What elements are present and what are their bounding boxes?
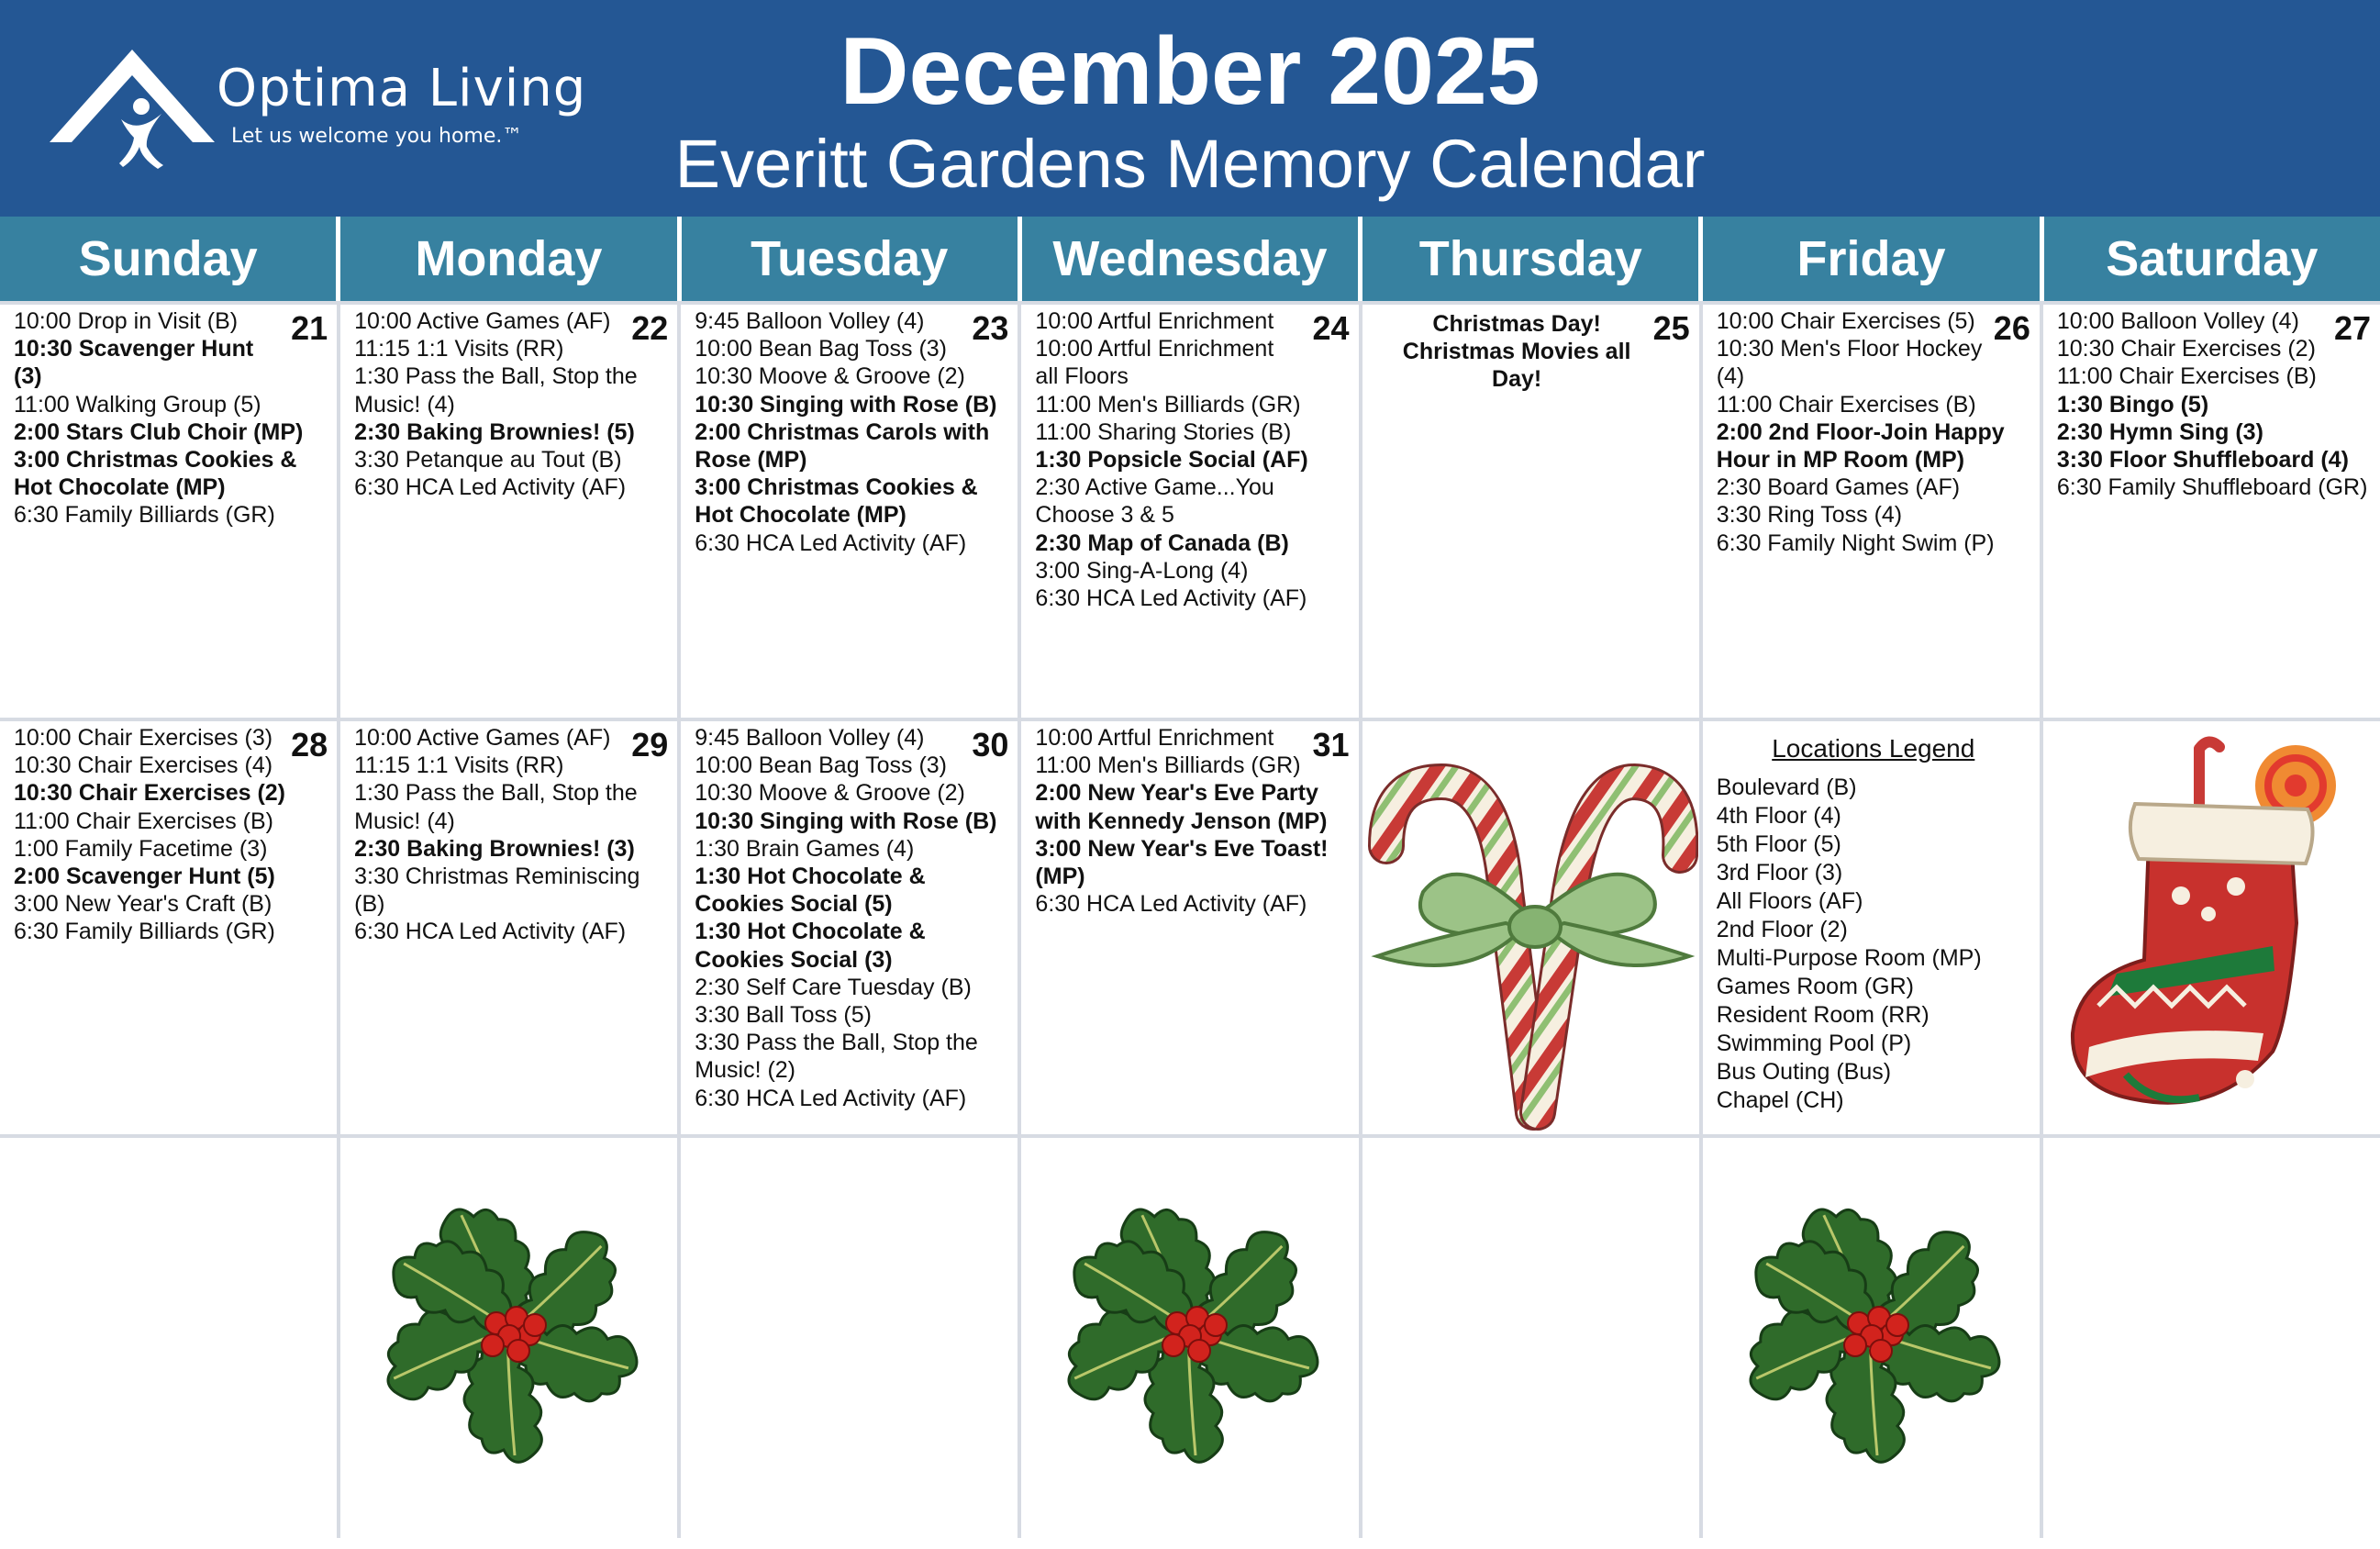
day-cell-31 <box>1021 721 1358 1134</box>
event-item: 9:45 Balloon Volley (4) <box>695 308 925 334</box>
event-item: 11:00 Chair Exercises (B) <box>1716 391 1976 418</box>
legend-item: Boulevard (B) <box>1716 774 1857 800</box>
event-item: 10:30 Moove & Groove (2) <box>695 780 965 807</box>
weekday-wednesday: Wednesday <box>1022 217 1358 301</box>
legend-item: 3rd Floor (3) <box>1716 860 1843 886</box>
legend-item: 5th Floor (5) <box>1716 831 1841 857</box>
weekday-header-row <box>0 217 2380 301</box>
event-item: 3:30 Ball Toss (5) <box>695 1002 872 1029</box>
event-item: 2:30 Hymn Sing (3) <box>2056 418 2263 445</box>
day-cell-25 <box>1362 305 1699 718</box>
event-item: 3:00 New Year's Craft (B) <box>14 891 272 918</box>
legend-item: Bus Outing (Bus) <box>1716 1059 1892 1085</box>
holly-icon <box>1025 1184 1355 1468</box>
event-item: 10:00 Active Games (AF) <box>354 725 611 751</box>
date-number: 23 <box>972 309 1009 347</box>
event-item: 2:00 New Year's Eve Party with Kennedy Jenson (MP) <box>1035 780 1328 834</box>
event-item: 10:30 Singing with Rose (B) <box>695 808 997 834</box>
event-item: 1:30 Brain Games (4) <box>695 835 915 862</box>
date-number: 27 <box>2333 309 2371 347</box>
day-cell-30 <box>681 721 1018 1134</box>
legend-item: Games Room (GR) <box>1716 974 1915 999</box>
weekday-monday: Monday <box>340 217 676 301</box>
weekday-friday: Friday <box>1703 217 2039 301</box>
event-item: 10:00 Bean Bag Toss (3) <box>695 752 948 779</box>
holly-icon <box>344 1184 674 1468</box>
day-cell-27 <box>2043 305 2380 718</box>
event-item: 6:30 HCA Led Activity (AF) <box>354 919 627 945</box>
calendar-header <box>0 0 2380 217</box>
event-item: 2:30 Active Game...You Choose 3 & 5 <box>1035 474 1281 529</box>
date-number: 22 <box>631 309 669 347</box>
event-item: 3:30 Floor Shuffleboard (4) <box>2056 447 2349 474</box>
locations-legend-cell <box>1703 721 2040 1134</box>
legend-item: 4th Floor (4) <box>1716 803 1841 829</box>
event-item: 3:00 Christmas Cookies & Hot Chocolate (MP) <box>695 474 984 529</box>
event-item: 10:00 Chair Exercises (5) <box>1716 308 1975 334</box>
calendar-grid <box>0 301 2380 1538</box>
date-number: 21 <box>291 309 328 347</box>
logo-tagline: Let us welcome you home.™ <box>231 125 523 148</box>
event-list <box>14 307 331 529</box>
date-number: 28 <box>291 726 328 763</box>
event-item: 2:00 Stars Club Choir (MP) <box>14 418 304 445</box>
event-list <box>1717 307 2034 557</box>
event-item: 1:30 Hot Chocolate & Cookies Social (3) <box>695 919 932 973</box>
date-number: 29 <box>631 726 669 763</box>
event-item: 9:45 Balloon Volley (4) <box>695 725 925 751</box>
event-item: 3:30 Pass the Ball, Stop the Music! (2) <box>695 1030 984 1084</box>
event-item: 1:30 Pass the Ball, Stop the Music! (4) <box>354 780 644 834</box>
event-list <box>1035 307 1352 612</box>
event-item: 2:30 Map of Canada (B) <box>1035 529 1289 556</box>
legend-item: All Floors (AF) <box>1716 888 1863 914</box>
logo-name: Optima Living <box>217 59 587 118</box>
event-item: 2:30 Baking Brownies! (5) <box>354 418 635 445</box>
event-item: 10:30 Men's Floor Hockey (4) <box>1716 336 1989 390</box>
event-list <box>695 724 1012 1112</box>
date-number: 31 <box>1312 726 1350 763</box>
day-cell-23 <box>681 305 1018 718</box>
legend-title: Locations Legend <box>1772 734 1975 763</box>
holly-cell <box>1703 1138 2040 1549</box>
event-item: 3:00 New Year's Eve Toast! (MP) <box>1035 835 1335 890</box>
christmas-day-note: Christmas Day! Christmas Movies all Day! <box>1402 311 1631 392</box>
legend-item: Resident Room (RR) <box>1716 1002 1930 1028</box>
event-item: 3:00 Christmas Cookies & Hot Chocolate (MP) <box>14 447 304 501</box>
holly-cell <box>340 1138 677 1549</box>
event-list <box>695 307 1012 557</box>
event-item: 2:30 Board Games (AF) <box>1716 474 1961 501</box>
candy-cane-cell <box>1362 721 1699 1134</box>
empty-cell <box>2043 1138 2380 1549</box>
event-item: 6:30 HCA Led Activity (AF) <box>695 529 967 556</box>
event-item: 11:00 Men's Billiards (GR) <box>1035 391 1301 418</box>
event-item: 10:00 Balloon Volley (4) <box>2056 308 2299 334</box>
holly-icon <box>1707 1184 2037 1468</box>
event-list <box>354 724 672 946</box>
event-item: 11:15 1:1 Visits (RR) <box>354 752 564 779</box>
date-number: 30 <box>972 726 1009 763</box>
stocking-icon <box>2062 730 2355 1125</box>
event-item: 1:30 Hot Chocolate & Cookies Social (5) <box>695 864 932 918</box>
day-cell-21 <box>0 305 337 718</box>
weekday-saturday: Saturday <box>2044 217 2380 301</box>
event-item: 1:30 Bingo (5) <box>2056 391 2209 418</box>
day-cell-26 <box>1703 305 2040 718</box>
legend-item: 2nd Floor (2) <box>1716 917 1848 942</box>
event-item: 6:30 Family Billiards (GR) <box>14 502 275 529</box>
event-item: 2:00 Scavenger Hunt (5) <box>14 864 275 890</box>
event-item: 6:30 Family Shuffleboard (GR) <box>2056 474 2368 501</box>
event-item: 10:30 Singing with Rose (B) <box>695 391 997 418</box>
event-item: 10:30 Chair Exercises (2) <box>14 780 286 807</box>
event-item: 10:30 Chair Exercises (4) <box>14 752 273 779</box>
empty-cell <box>1362 1138 1699 1549</box>
event-item: 10:30 Moove & Groove (2) <box>695 363 965 390</box>
event-item: 2:30 Self Care Tuesday (B) <box>695 974 972 1000</box>
stocking-cell <box>2043 721 2380 1134</box>
event-item: 3:30 Petanque au Tout (B) <box>354 447 622 474</box>
event-item: 10:00 Artful Enrichment all Floors <box>1035 336 1281 390</box>
event-item: 10:00 Drop in Visit (B) <box>14 308 239 334</box>
event-item: 1:30 Popsicle Social (AF) <box>1035 447 1308 474</box>
date-number: 25 <box>1652 309 1690 347</box>
event-item: 6:30 HCA Led Activity (AF) <box>695 1085 967 1111</box>
day-cell-29 <box>340 721 677 1134</box>
holly-cell <box>1021 1138 1358 1549</box>
event-item: 6:30 HCA Led Activity (AF) <box>354 474 627 501</box>
event-item: 2:00 2nd Floor-Join Happy Hour in MP Room (MP) <box>1716 418 2011 474</box>
event-item: 11:15 1:1 Visits (RR) <box>354 336 564 362</box>
event-item: 6:30 Family Night Swim (P) <box>1716 529 1995 556</box>
event-item: 2:00 Christmas Carols with Rose (MP) <box>695 418 996 474</box>
event-item: 11:00 Chair Exercises (B) <box>2056 363 2317 390</box>
event-list <box>354 307 672 501</box>
event-list <box>1035 724 1352 918</box>
legend-item: Multi-Purpose Room (MP) <box>1716 945 1982 971</box>
day-cell-28 <box>0 721 337 1134</box>
day-cell-22 <box>340 305 677 718</box>
event-item: 10:00 Artful Enrichment <box>1035 308 1274 334</box>
event-item: 10:30 Chair Exercises (2) <box>2056 336 2316 362</box>
event-item: 1:00 Family Facetime (3) <box>14 835 268 862</box>
calendar-title: Everitt Gardens Memory Calendar <box>674 126 1706 202</box>
locations-legend <box>1717 734 2030 1115</box>
legend-item: Chapel (CH) <box>1716 1087 1844 1113</box>
day-cell-24 <box>1021 305 1358 718</box>
weekday-tuesday: Tuesday <box>682 217 1018 301</box>
event-item: 6:30 Family Billiards (GR) <box>14 919 275 945</box>
event-item: 10:00 Bean Bag Toss (3) <box>695 336 948 362</box>
event-item: 11:00 Chair Exercises (B) <box>14 808 273 834</box>
event-item: 10:30 Scavenger Hunt (3) <box>14 336 261 390</box>
event-item: 11:00 Walking Group (5) <box>14 391 261 418</box>
empty-cell <box>681 1138 1018 1549</box>
event-item: 2:30 Baking Brownies! (3) <box>354 835 635 862</box>
event-item: 10:00 Chair Exercises (3) <box>14 725 273 751</box>
event-item: 6:30 HCA Led Activity (AF) <box>1035 891 1307 918</box>
event-item: 3:30 Ring Toss (4) <box>1716 502 1903 529</box>
empty-cell <box>0 1138 337 1549</box>
month-title: December 2025 <box>840 18 1540 125</box>
event-item: 11:00 Sharing Stories (B) <box>1035 418 1292 445</box>
weekday-thursday: Thursday <box>1362 217 1698 301</box>
weekday-sunday: Sunday <box>0 217 336 301</box>
candy-cane-icon <box>1368 727 1698 1131</box>
date-number: 24 <box>1312 309 1350 347</box>
event-item: 10:00 Artful Enrichment <box>1035 725 1274 751</box>
event-item: 11:00 Men's Billiards (GR) <box>1035 752 1301 779</box>
event-list <box>14 724 331 946</box>
event-item: 1:30 Pass the Ball, Stop the Music! (4) <box>354 363 644 418</box>
event-list <box>2057 307 2374 501</box>
event-item: 6:30 HCA Led Activity (AF) <box>1035 585 1307 612</box>
legend-item: Swimming Pool (P) <box>1716 1031 1912 1056</box>
event-item: 10:00 Active Games (AF) <box>354 308 611 334</box>
event-item: 3:30 Christmas Reminiscing (B) <box>354 864 647 918</box>
event-item: 3:00 Sing-A-Long (4) <box>1035 557 1249 584</box>
date-number: 26 <box>1993 309 2030 347</box>
